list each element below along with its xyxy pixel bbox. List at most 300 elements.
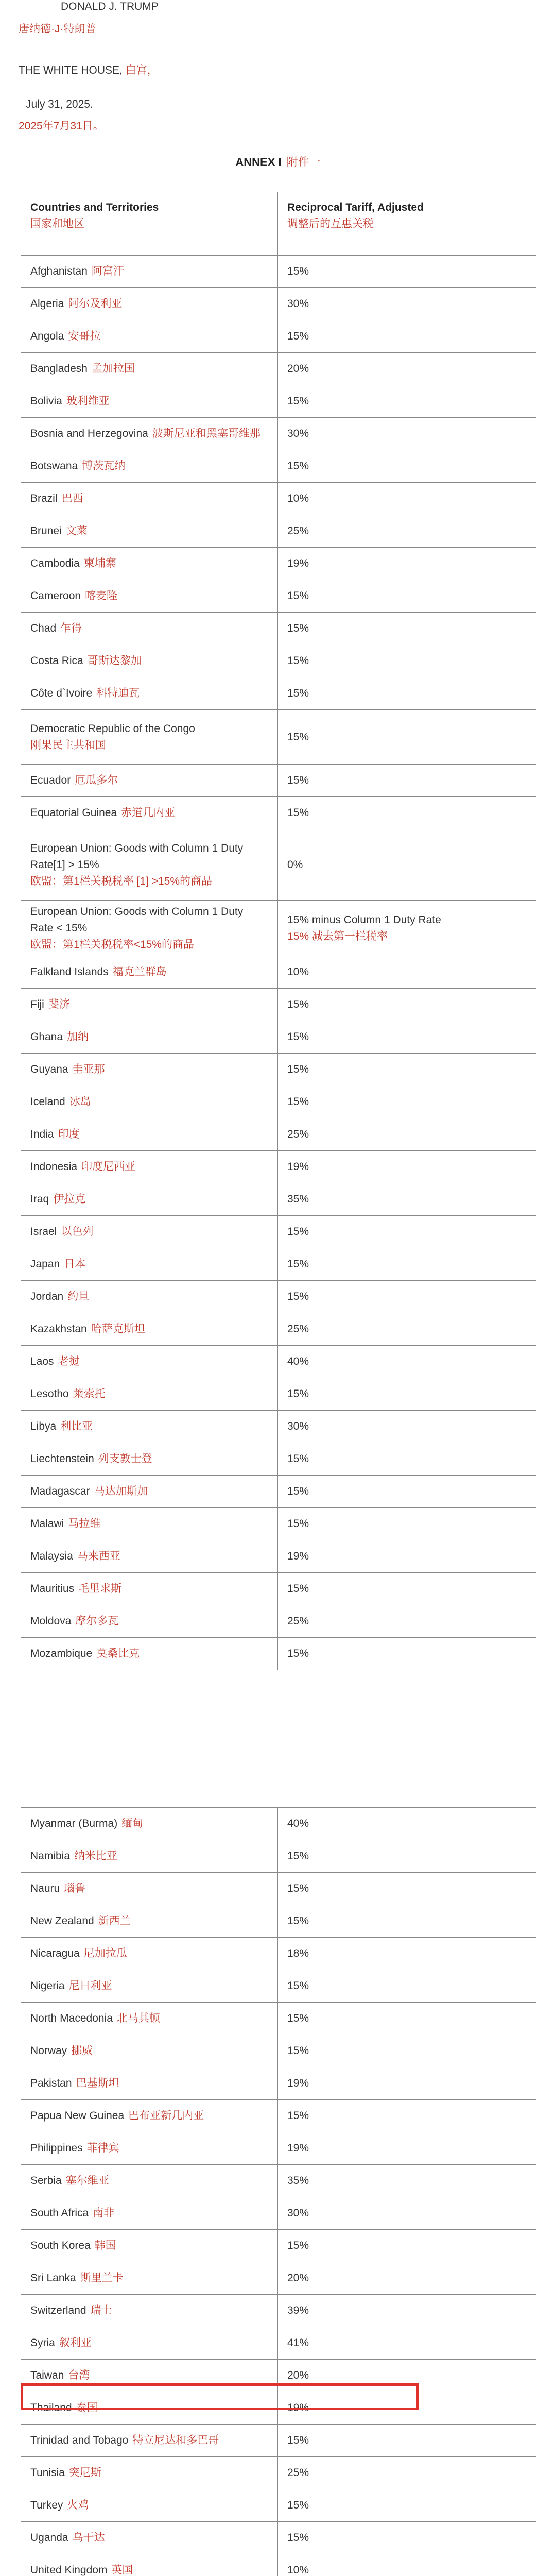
country-name: Thailand	[30, 2402, 72, 2414]
table-row	[21, 1021, 536, 1054]
country-name: Botswana	[30, 460, 78, 472]
tariff-cell	[278, 1840, 536, 1873]
tariff-cell	[278, 1873, 536, 1905]
country-name: Laos	[30, 1355, 54, 1367]
country-name: Tunisia	[30, 2467, 65, 2479]
tariff-table-part1	[21, 192, 536, 1670]
country-name-zh: 毛里求斯	[78, 1583, 122, 1595]
country-name-zh: 塞尔维亚	[65, 2175, 109, 2187]
table-row	[21, 645, 536, 677]
tariff-cell	[278, 1573, 536, 1605]
tariff-cell	[278, 1118, 536, 1151]
tariff-cell	[278, 1281, 536, 1313]
table-row	[21, 1573, 536, 1605]
country-name-zh: 英国	[111, 2564, 133, 2576]
country-name: Israel	[30, 1226, 57, 1238]
tariff-rate: 35%	[287, 1193, 309, 1205]
country-cell	[21, 418, 278, 450]
country-name-zh: 福克兰群岛	[112, 966, 167, 978]
country-cell	[21, 613, 278, 645]
country-name-zh: 哥斯达黎加	[87, 655, 142, 667]
header-tariff-en: Reciprocal Tariff, Adjusted	[287, 201, 424, 213]
tariff-rate: 15% minus Column 1 Duty Rate	[287, 913, 441, 926]
country-name: Kazakhstan	[30, 1323, 87, 1335]
tariff-rate: 15%	[287, 655, 309, 667]
tariff-cell	[278, 2425, 536, 2457]
header-countries-en: Countries and Territories	[30, 201, 159, 213]
country-name-zh: 印度	[58, 1128, 80, 1140]
table-row	[21, 2132, 536, 2165]
country-name-zh: 乍得	[60, 622, 82, 634]
country-name-zh: 以色列	[61, 1226, 94, 1238]
country-name: Equatorial Guinea	[30, 807, 117, 819]
tariff-rate: 10%	[287, 966, 309, 978]
country-name: Madagascar	[30, 1485, 90, 1497]
table-row	[21, 765, 536, 797]
table-row	[21, 1873, 536, 1905]
table-row	[21, 1086, 536, 1118]
tariff-cell	[278, 1476, 536, 1508]
country-name: Chad	[30, 622, 57, 634]
tariff-rate: 25%	[287, 2467, 309, 2479]
tariff-cell	[278, 1970, 536, 2003]
table-row	[21, 1476, 536, 1508]
country-name: Afghanistan	[30, 265, 88, 277]
country-cell	[21, 548, 278, 580]
tariff-rate: 0%	[287, 858, 303, 871]
country-name: Malawi	[30, 1518, 64, 1530]
country-cell	[21, 1281, 278, 1313]
table-row	[21, 1313, 536, 1346]
country-name: New Zealand	[30, 1915, 94, 1927]
tariff-cell	[278, 1605, 536, 1638]
tariff-rate: 10%	[287, 493, 309, 504]
tariff-cell	[278, 1248, 536, 1281]
country-cell	[21, 2327, 278, 2360]
country-cell	[21, 1086, 278, 1118]
country-cell	[21, 385, 278, 418]
tariff-rate: 30%	[287, 298, 309, 310]
tariff-cell	[278, 2360, 536, 2392]
tariff-cell	[278, 1086, 536, 1118]
tariff-cell	[278, 2003, 536, 2035]
country-name-zh: 瑞士	[90, 2304, 112, 2316]
table-row	[21, 2165, 536, 2197]
country-name-zh: 欧盟：第1栏关税税率 [1] >15%的商品	[30, 875, 212, 887]
tariff-rate: 15%	[287, 2012, 309, 2024]
tariff-rate: 39%	[287, 2304, 309, 2316]
country-cell	[21, 1476, 278, 1508]
table-row	[21, 1638, 536, 1670]
tariff-rate: 15%	[287, 265, 309, 277]
tariff-cell	[278, 1540, 536, 1573]
table-row	[21, 710, 536, 765]
tariff-cell	[278, 765, 536, 797]
country-cell	[21, 1216, 278, 1248]
table-row	[21, 1970, 536, 2003]
country-name: Uganda	[30, 2532, 68, 2544]
country-cell	[21, 901, 278, 956]
country-name-zh: 挪威	[71, 2045, 93, 2057]
country-name-zh: 阿富汗	[91, 265, 124, 277]
tariff-cell	[278, 450, 536, 483]
tariff-rate: 35%	[287, 2175, 309, 2187]
country-name-zh: 特立尼达和多巴哥	[132, 2434, 219, 2446]
tariff-rate: 15%	[287, 807, 309, 819]
tariff-rate: 15%	[287, 2434, 309, 2446]
tariff-rate: 19%	[287, 1161, 309, 1173]
country-name: Pakistan	[30, 2077, 72, 2089]
table-row	[21, 1216, 536, 1248]
tariff-rate: 15%	[287, 1096, 309, 1108]
country-name-zh: 尼加拉瓜	[83, 1947, 127, 1959]
country-cell	[21, 1808, 278, 1840]
country-name-zh: 乌干达	[72, 2532, 105, 2544]
signer-name-zh: 唐纳德·J·特朗普	[19, 23, 96, 35]
country-name-zh: 列支敦士登	[98, 1453, 152, 1465]
country-cell	[21, 765, 278, 797]
tariff-cell	[278, 2327, 536, 2360]
tariff-cell	[278, 515, 536, 548]
country-name-zh: 喀麦隆	[85, 590, 118, 602]
country-name: Brazil	[30, 493, 58, 504]
table-row	[21, 2067, 536, 2100]
country-name: Syria	[30, 2337, 55, 2349]
tariff-rate: 19%	[287, 2077, 309, 2089]
country-cell	[21, 2067, 278, 2100]
table-row	[21, 2392, 536, 2425]
tariff-cell	[278, 2392, 536, 2425]
tariff-rate: 19%	[287, 557, 309, 569]
country-name-zh: 赤道几内亚	[121, 807, 176, 819]
country-name: Norway	[30, 2045, 67, 2057]
annex-title-en: ANNEX I	[235, 156, 282, 168]
tariff-cell	[278, 320, 536, 353]
country-name-zh: 安哥拉	[68, 330, 101, 342]
tariff-rate: 20%	[287, 2272, 309, 2284]
tariff-rate: 40%	[287, 1818, 309, 1829]
table-row	[21, 515, 536, 548]
tariff-cell	[278, 2262, 536, 2295]
country-name-zh: 叙利亚	[59, 2337, 92, 2349]
header-tariff	[278, 192, 536, 256]
place: THE WHITE HOUSE,	[19, 64, 123, 76]
tariff-cell	[278, 901, 536, 956]
country-name: Namibia	[30, 1850, 71, 1862]
table-row	[21, 1905, 536, 1938]
country-name: Moldova	[30, 1615, 72, 1627]
country-name-zh: 瑙鲁	[64, 1883, 86, 1894]
country-name-zh: 南非	[93, 2207, 115, 2219]
country-cell	[21, 2230, 278, 2262]
country-name-zh: 刚果民主共和国	[30, 739, 106, 751]
country-name-zh: 马拉维	[68, 1518, 101, 1530]
country-name: Nauru	[30, 1883, 60, 1894]
tariff-rate: 25%	[287, 525, 309, 537]
country-cell	[21, 1378, 278, 1411]
tariff-cell	[278, 956, 536, 989]
tariff-table-part2	[21, 1807, 536, 2576]
tariff-rate: 15%	[287, 1980, 309, 1992]
country-cell	[21, 2489, 278, 2522]
tariff-cell	[278, 288, 536, 320]
table-row	[21, 1443, 536, 1476]
country-name-zh: 斐济	[48, 998, 70, 1010]
country-name-zh: 老挝	[58, 1355, 80, 1367]
table-row	[21, 1840, 536, 1873]
country-name: Bangladesh	[30, 363, 88, 375]
tariff-cell	[278, 1938, 536, 1970]
tariff-cell	[278, 710, 536, 765]
tariff-cell	[278, 418, 536, 450]
table-row	[21, 418, 536, 450]
tariff-cell	[278, 2554, 536, 2576]
table-row	[21, 580, 536, 613]
table-row	[21, 2100, 536, 2132]
country-cell	[21, 2554, 278, 2576]
tariff-rate: 15%	[287, 2240, 309, 2251]
tariff-rate: 15%	[287, 395, 309, 407]
tariff-rate: 15%	[287, 1453, 309, 1465]
tariff-cell	[278, 2489, 536, 2522]
tariff-cell	[278, 1183, 536, 1216]
tariff-cell	[278, 2197, 536, 2230]
country-name-zh: 文莱	[65, 525, 88, 537]
table-row	[21, 1183, 536, 1216]
country-cell	[21, 256, 278, 288]
country-name-zh: 马达加斯加	[94, 1485, 148, 1497]
country-name: Jordan	[30, 1291, 64, 1302]
country-name: Nigeria	[30, 1980, 65, 1992]
tariff-rate: 15%	[287, 1850, 309, 1862]
table-row	[21, 2554, 536, 2576]
country-name-zh: 柬埔寨	[83, 557, 116, 569]
country-cell	[21, 989, 278, 1021]
country-cell	[21, 1313, 278, 1346]
table-row	[21, 483, 536, 515]
country-cell	[21, 1873, 278, 1905]
country-cell	[21, 1021, 278, 1054]
table-row	[21, 1118, 536, 1151]
annex-title	[0, 154, 556, 170]
tariff-cell	[278, 1054, 536, 1086]
tariff-cell	[278, 989, 536, 1021]
country-name-zh: 波斯尼亚和黑塞哥维那	[152, 428, 260, 439]
country-cell	[21, 1638, 278, 1670]
table-row	[21, 2360, 536, 2392]
country-name: Myanmar (Burma)	[30, 1818, 118, 1829]
country-name: Falkland Islands	[30, 966, 109, 978]
country-name-zh: 利比亚	[60, 1420, 93, 1432]
country-name: Trinidad and Tobago	[30, 2434, 129, 2446]
country-name-zh: 巴基斯坦	[76, 2077, 119, 2089]
country-name-zh: 突尼斯	[68, 2467, 101, 2479]
country-name: Bosnia and Herzegovina	[30, 428, 148, 439]
tariff-rate: 19%	[287, 1550, 309, 1562]
tariff-cell	[278, 1021, 536, 1054]
tariff-cell	[278, 256, 536, 288]
tariff-rate: 15%	[287, 2045, 309, 2057]
country-name: Turkey	[30, 2499, 63, 2511]
country-cell	[21, 2392, 278, 2425]
country-cell	[21, 2132, 278, 2165]
country-name: Malaysia	[30, 1550, 73, 1562]
country-name: United Kingdom	[30, 2564, 108, 2576]
tariff-rate: 15%	[287, 1518, 309, 1530]
tariff-rate: 15%	[287, 1031, 309, 1043]
table-row	[21, 613, 536, 645]
tariff-cell	[278, 1905, 536, 1938]
country-name-zh: 新西兰	[98, 1915, 131, 1927]
place-zh: 白宫，	[125, 64, 158, 76]
country-name-zh: 韩国	[94, 2240, 116, 2251]
country-name: Cameroon	[30, 590, 81, 602]
country-name-zh: 摩尔多瓦	[75, 1615, 119, 1627]
tariff-table-body	[21, 192, 536, 1670]
country-cell	[21, 1346, 278, 1378]
table-row	[21, 548, 536, 580]
country-name: Bolivia	[30, 395, 62, 407]
tariff-rate: 15%	[287, 1648, 309, 1659]
country-name-zh: 伊拉克	[53, 1193, 86, 1205]
tariff-cell	[278, 797, 536, 829]
tariff-rate: 30%	[287, 1420, 309, 1432]
tariff-cell	[278, 1378, 536, 1411]
tariff-rate: 25%	[287, 1128, 309, 1140]
country-cell	[21, 1840, 278, 1873]
tariff-rate: 15%	[287, 2110, 309, 2122]
tariff-rate: 18%	[287, 1947, 309, 1959]
table-row	[21, 1281, 536, 1313]
country-name-zh: 北马其顿	[116, 2012, 160, 2024]
table-row	[21, 450, 536, 483]
tariff-rate: 30%	[287, 428, 309, 439]
country-name-zh: 印度尼西亚	[81, 1161, 136, 1173]
country-name: Guyana	[30, 1063, 68, 1075]
tariff-cell	[278, 2457, 536, 2489]
country-cell	[21, 1183, 278, 1216]
country-name: Switzerland	[30, 2304, 86, 2316]
tariff-rate: 15%	[287, 774, 309, 786]
country-name-zh: 欧盟：第1栏关税税率<15%的商品	[30, 938, 194, 951]
country-cell	[21, 829, 278, 901]
country-name-zh: 莫桑比克	[96, 1648, 140, 1659]
table-row	[21, 901, 536, 956]
tariff-rate: 20%	[287, 2369, 309, 2381]
country-name-zh: 泰国	[76, 2402, 98, 2414]
table-row	[21, 1605, 536, 1638]
table-row	[21, 2262, 536, 2295]
tariff-rate: 15%	[287, 622, 309, 634]
tariff-rate: 19%	[287, 2142, 309, 2154]
table-row	[21, 677, 536, 710]
tariff-cell	[278, 613, 536, 645]
annex-title-zh: 附件一	[286, 156, 321, 168]
table-row	[21, 2295, 536, 2327]
tariff-cell	[278, 2165, 536, 2197]
country-name: Liechtenstein	[30, 1453, 94, 1465]
country-name-zh: 巴布亚新几内亚	[128, 2110, 204, 2122]
tariff-rate: 15%	[287, 687, 309, 699]
tariff-rate: 15%	[287, 1291, 309, 1302]
country-name: Nicaragua	[30, 1947, 80, 1959]
table-row	[21, 1411, 536, 1443]
country-cell	[21, 2197, 278, 2230]
country-name: Fiji	[30, 998, 44, 1010]
header-countries-zh: 国家和地区	[30, 218, 84, 230]
country-name-zh: 哈萨克斯坦	[91, 1323, 145, 1335]
tariff-rate: 15%	[287, 1226, 309, 1238]
country-cell	[21, 450, 278, 483]
table-row	[21, 1151, 536, 1183]
tariff-rate: 15%	[287, 2532, 309, 2544]
tariff-cell	[278, 1216, 536, 1248]
table-row	[21, 1248, 536, 1281]
table-row	[21, 797, 536, 829]
country-name: Ecuador	[30, 774, 71, 786]
country-cell	[21, 2165, 278, 2197]
table-row	[21, 1938, 536, 1970]
country-name: Cambodia	[30, 557, 80, 569]
country-cell	[21, 1118, 278, 1151]
country-cell	[21, 956, 278, 989]
tariff-rate: 25%	[287, 1615, 309, 1627]
table-header-row	[21, 192, 536, 256]
country-name: European Union: Goods with Column 1 Duty Rate[1] > 15%	[30, 842, 244, 871]
table-row	[21, 2230, 536, 2262]
table-row	[21, 2425, 536, 2457]
country-name-zh: 菲律宾	[86, 2142, 119, 2154]
country-name: Sri Lanka	[30, 2272, 76, 2284]
country-name: Japan	[30, 1258, 60, 1270]
country-name-zh: 玻利维亚	[66, 395, 110, 407]
table-row	[21, 2197, 536, 2230]
country-name: Libya	[30, 1420, 57, 1432]
table-row	[21, 956, 536, 989]
country-cell	[21, 1970, 278, 2003]
table-row	[21, 989, 536, 1021]
tariff-cell	[278, 1151, 536, 1183]
country-name-zh: 缅甸	[121, 1818, 144, 1829]
country-name-zh: 厄瓜多尔	[75, 774, 118, 786]
tariff-cell	[278, 483, 536, 515]
country-cell	[21, 288, 278, 320]
tariff-rate: 41%	[287, 2337, 309, 2349]
country-name: Serbia	[30, 2175, 62, 2187]
country-name-zh: 火鸡	[67, 2499, 89, 2511]
tariff-rate: 15%	[287, 998, 309, 1010]
tariff-rate: 15%	[287, 1258, 309, 1270]
header-countries	[21, 192, 278, 256]
country-name: South Korea	[30, 2240, 91, 2251]
tariff-cell	[278, 2100, 536, 2132]
tariff-rate: 10%	[287, 2564, 309, 2576]
country-cell	[21, 2295, 278, 2327]
country-name: Iceland	[30, 1096, 65, 1108]
country-cell	[21, 797, 278, 829]
country-cell	[21, 1540, 278, 1573]
country-cell	[21, 1443, 278, 1476]
country-name-zh: 圭亚那	[72, 1063, 105, 1075]
table-row	[21, 2522, 536, 2554]
tariff-cell	[278, 1508, 536, 1540]
country-cell	[21, 2262, 278, 2295]
tariff-rate: 40%	[287, 1355, 309, 1367]
country-name: Indonesia	[30, 1161, 78, 1173]
country-name-zh: 尼日利亚	[68, 1980, 112, 1992]
country-name: Lesotho	[30, 1388, 69, 1400]
tariff-rate: 19%	[287, 2402, 309, 2414]
